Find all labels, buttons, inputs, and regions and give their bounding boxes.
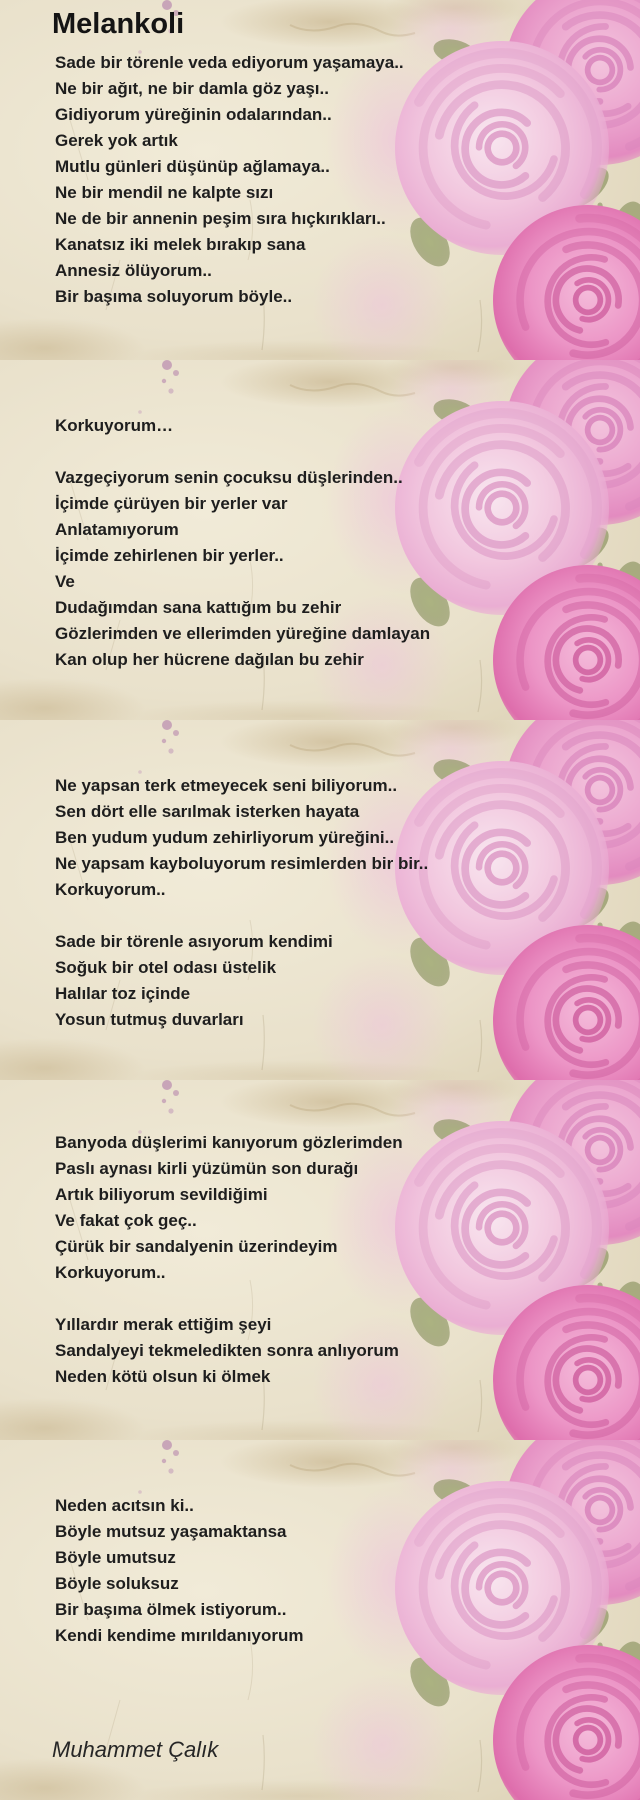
- poem-line: Neden kötü olsun ki ölmek: [55, 1367, 271, 1386]
- poem-line: Yosun tutmuş duvarları: [55, 1010, 244, 1029]
- poem-line: Çürük bir sandalyenin üzerindeyim: [55, 1237, 338, 1256]
- poem-line: Gidiyorum yüreğinin odalarından..: [55, 105, 332, 124]
- poem-line: [55, 439, 615, 465]
- poem-line: Korkuyorum..: [55, 880, 166, 899]
- poem-line: Ve fakat çok geç..: [55, 1211, 197, 1230]
- poem-line: Vazgeçiyorum senin çocuksu düşlerinden..: [55, 468, 403, 487]
- stanza-3: [55, 773, 615, 1033]
- poem-line: Mutlu günleri düşünüp ağlamaya..: [55, 157, 330, 176]
- poem-line: Sade bir törenle asıyorum kendimi: [55, 932, 333, 951]
- poem-line: Korkuyorum..: [55, 1263, 166, 1282]
- poem-line: Sade bir törenle veda ediyorum yaşamaya..: [55, 53, 404, 72]
- poem-line: Soğuk bir otel odası üstelik: [55, 958, 277, 977]
- stanza-5: [55, 1493, 615, 1649]
- poem-line: Bir başıma soluyorum böyle..: [55, 287, 293, 306]
- poem-line: Ne de bir annenin peşim sıra hıçkırıkları..: [55, 209, 386, 228]
- poem-line: Böyle umutsuz: [55, 1548, 176, 1567]
- poem-line: İçimde çürüyen bir yerler var: [55, 494, 288, 513]
- poem-line: [55, 1286, 615, 1312]
- poem-line: Ve: [55, 572, 75, 591]
- poem-line: Ne yapsam kayboluyorum resimlerden bir bir..: [55, 854, 429, 873]
- poem-line: [55, 903, 615, 929]
- poem-line: Kan olup her hücrene dağılan bu zehir: [55, 650, 364, 669]
- poem-line: Annesiz ölüyorum..: [55, 261, 212, 280]
- poem-line: Kendi kendime mırıldanıyorum: [55, 1626, 304, 1645]
- poem-line: Gerek yok artık: [55, 131, 178, 150]
- poem-line: Korkuyorum…: [55, 416, 174, 435]
- poem-line: Neden acıtsın ki..: [55, 1496, 194, 1515]
- poem-line: Ne yapsan terk etmeyecek seni biliyorum..: [55, 776, 398, 795]
- poem-line: Kanatsız iki melek bırakıp sana: [55, 235, 306, 254]
- poem-line: Gözlerimden ve ellerimden yüreğine damlayan: [55, 624, 431, 643]
- poem-line: Ne bir ağıt, ne bir damla göz yaşı..: [55, 79, 329, 98]
- poem-author: Muhammet Çalık: [52, 1737, 219, 1762]
- poem-line: Sandalyeyi tekmeledikten sonra anlıyorum: [55, 1341, 399, 1360]
- poem-line: Artık biliyorum sevildiğimi: [55, 1185, 268, 1204]
- poem-line: Banyoda düşlerimi kanıyorum gözlerimden: [55, 1133, 403, 1152]
- stanza-1: [55, 50, 615, 310]
- poem-line: Yıllardır merak ettiğim şeyi: [55, 1315, 272, 1334]
- poem-line: Dudağımdan sana kattığım bu zehir: [55, 598, 342, 617]
- poem-title: Melankoli: [52, 8, 185, 40]
- poem-line: Bir başıma ölmek istiyorum..: [55, 1600, 287, 1619]
- poem-line: Ben yudum yudum zehirliyorum yüreğini..: [55, 828, 395, 847]
- poem-line: Anlatamıyorum: [55, 520, 179, 539]
- poem-line: İçimde zehirlenen bir yerler..: [55, 546, 284, 565]
- poem-line: Paslı aynası kirli yüzümün son durağı: [55, 1159, 359, 1178]
- stanza-4: [55, 1130, 615, 1390]
- poem-line: Böyle mutsuz yaşamaktansa: [55, 1522, 287, 1541]
- poem-line: Sen dört elle sarılmak isterken hayata: [55, 802, 360, 821]
- poem-line: Böyle soluksuz: [55, 1574, 179, 1593]
- poem-line: Ne bir mendil ne kalpte sızı: [55, 183, 274, 202]
- poem-line: Halılar toz içinde: [55, 984, 191, 1003]
- stanza-2: [55, 413, 615, 673]
